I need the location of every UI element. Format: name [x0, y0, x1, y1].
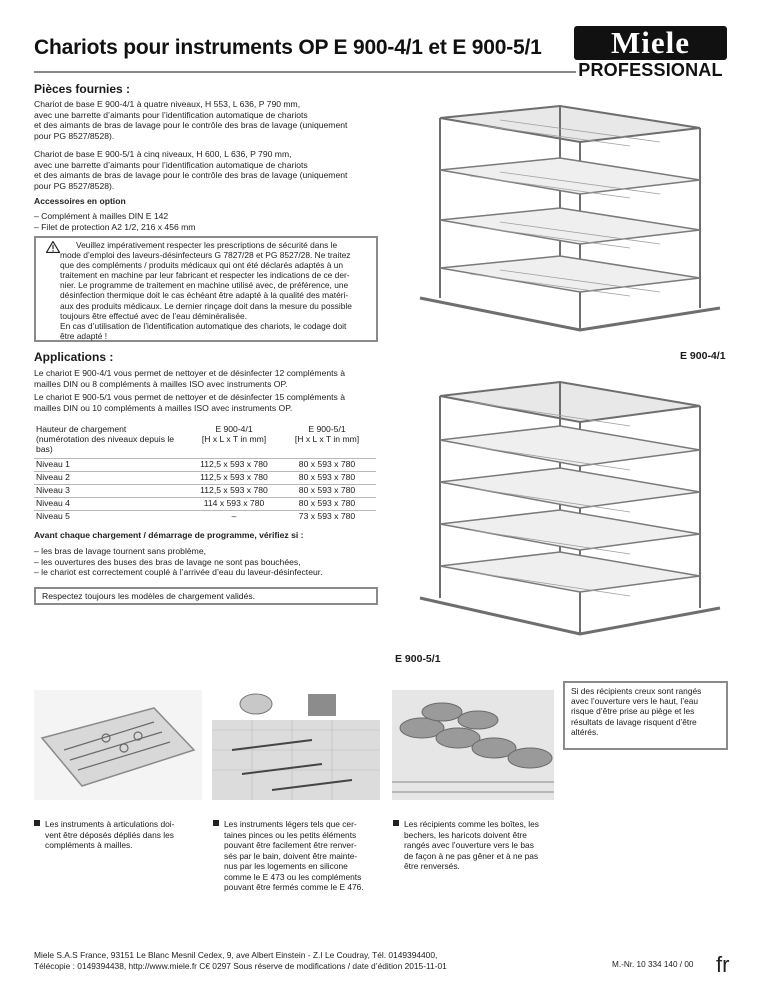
- text-line: bechers, les haricots doivent être: [404, 829, 527, 840]
- text-line: vent être déposés dépliés dans les: [45, 829, 174, 840]
- light-instruments-photo: [212, 690, 380, 800]
- table-cell: 112,5 x 593 x 780: [190, 484, 278, 497]
- caption-e900-4: E 900-4/1: [680, 350, 726, 362]
- loading-height-table: [34, 424, 376, 523]
- text-line: et des aimants de bras de lavage pour le contrôle des bras de lavage (uniquement: [34, 120, 348, 131]
- table-cell: 112,5 x 593 x 780: [190, 471, 278, 484]
- list-item: – le chariot est correctement couplé à l’arrivée d’eau du laveur-désinfecteur.: [34, 567, 323, 578]
- text-line: Les instruments à articulations doi-: [45, 819, 175, 829]
- cart-e900-5-image: [400, 372, 730, 642]
- text-line: Télécopie : 0149394438, http://www.miele.fr C€ 0297 Sous réserve de modifications / date d’édition 2015-11-01: [34, 960, 447, 971]
- text-line: Les instruments légers tels que cer-: [224, 819, 357, 829]
- text-line: Si des récipients creux sont rangés: [571, 686, 702, 696]
- text-line: et des aimants de bras de lavage pour le contrôle des bras de lavage (uniquement: [34, 170, 348, 181]
- table-cell: 80 x 593 x 780: [278, 484, 376, 497]
- text-line: (numérotation des niveaux depuis le: [36, 434, 175, 444]
- hollow-container-note: [563, 681, 728, 750]
- text-line: traitement en machine par leur fabricant et respecter les indications de ce der-: [60, 270, 350, 281]
- accessories-list: [34, 211, 195, 232]
- checks-list: [34, 546, 323, 578]
- text-line: nier. Le programme de traitement en machine utilisé avec, de préférence, une: [60, 280, 349, 291]
- text-line: rangés avec l’ouverture vers le bas: [404, 840, 534, 850]
- text-line: pouvant être facilement être renver-: [224, 840, 357, 850]
- language-code: fr: [716, 952, 730, 977]
- safety-warning-box: [34, 236, 378, 342]
- list-item: – Filet de protection A2 1/2, 216 x 456 mm: [34, 221, 196, 232]
- table-row: [34, 471, 376, 484]
- table-cell: 80 x 593 x 780: [278, 497, 376, 510]
- text-line: Hauteur de chargement: [36, 424, 127, 434]
- text-line: Le chariot E 900-5/1 vous permet de nettoyer et de désinfecter 15 compléments à: [34, 392, 345, 402]
- validated-loading-hint: Respectez toujours les modèles de chargement validés.: [34, 587, 378, 605]
- table-cell: Niveau 1: [34, 458, 190, 471]
- table-cell: Niveau 3: [34, 484, 190, 497]
- text-line: comme le E 473 ou les compléments: [224, 871, 362, 882]
- text-line: mailles DIN ou 8 compléments à mailles ISO avec instruments OP.: [34, 378, 288, 389]
- text-line: sés par le bain, doivent être mainte-: [224, 850, 358, 861]
- table-cell: 80 x 593 x 780: [278, 458, 376, 471]
- text-line: pour PG 8527/8528).: [34, 130, 115, 141]
- text-line: Chariot de base E 900-5/1 à cinq niveaux, H 600, L 636, P 790 mm,: [34, 149, 292, 159]
- text-line: En cas d’utilisation de l’identification automatique des chariots, le codage doit: [60, 320, 347, 331]
- text-line: [H x L x T in mm]: [201, 434, 267, 444]
- supplied-paragraph-1: [34, 99, 347, 141]
- table-cell: 114 x 593 x 780: [190, 497, 278, 510]
- list-item: – les bras de lavage tournent sans problème,: [34, 546, 206, 556]
- text-line: Les récipients comme les boîtes, les: [404, 819, 539, 829]
- table-cell: 112,5 x 593 x 780: [190, 458, 278, 471]
- bullet-light-instruments: [213, 819, 364, 893]
- text-line: désinfection thermique doit le cas échéant être adapté à la qualité des matéri-: [60, 290, 349, 301]
- text-line: altérés.: [571, 726, 599, 737]
- checks-heading: Avant chaque chargement / démarrage de programme, vérifiez si :: [34, 530, 304, 540]
- caption-e900-5: E 900-5/1: [395, 653, 441, 665]
- logo-subtext: PROFESSIONAL: [578, 60, 723, 80]
- supplied-paragraph-2: [34, 149, 347, 191]
- bullet-icon: [213, 820, 219, 826]
- accessories-heading: Accessoires en option: [34, 196, 126, 206]
- text-line: mailles DIN ou 10 compléments à mailles ISO avec instruments OP.: [34, 402, 293, 413]
- bullet-icon: [393, 820, 399, 826]
- table-header-cell: [278, 424, 376, 458]
- table-cell: 80 x 593 x 780: [278, 471, 376, 484]
- text-line: compléments à mailles.: [45, 840, 133, 850]
- text-line: taines pinces ou les petits éléments: [224, 829, 357, 840]
- page-title: Chariots pour instruments OP E 900-4/1 et E 900-5/1: [34, 36, 542, 59]
- text-line: avec l’ouverture vers le haut, l’eau: [571, 696, 699, 707]
- warning-triangle-icon: [46, 241, 60, 253]
- miele-logo: Miele: [574, 26, 727, 60]
- text-line: résultats de lavage risquent d’être: [571, 716, 697, 727]
- text-line: Chariot de base E 900-4/1 à quatre niveaux, H 553, L 636, P 790 mm,: [34, 99, 301, 109]
- text-line: risque d’être prise au piège et les: [571, 706, 695, 717]
- text-line: pour PG 8527/8528).: [34, 180, 115, 191]
- text-line: E 900-5/1: [308, 424, 346, 434]
- table-row: [34, 484, 376, 497]
- cart-e900-4-image: [400, 98, 730, 338]
- bullet-icon: [34, 820, 40, 826]
- text-line: être renversés.: [404, 861, 460, 871]
- text-line: être adapté !: [60, 330, 108, 341]
- text-line: avec une barrette d’aimants pour l’identification automatique de chariots: [34, 109, 308, 120]
- articulated-instruments-photo: [34, 690, 202, 800]
- text-line: que des compléments / produits médicaux qui ont été déclarés adaptés à un: [60, 260, 344, 271]
- text-line: E 900-4/1: [215, 424, 253, 434]
- table-cell: –: [190, 510, 278, 523]
- table-header-row: [34, 424, 376, 458]
- table-cell: Niveau 2: [34, 471, 190, 484]
- bullet-articulated-instruments: [34, 819, 174, 851]
- list-item: – Complément à mailles DIN E 142: [34, 211, 169, 221]
- table-header-cell: [190, 424, 278, 458]
- table-cell: 73 x 593 x 780: [278, 510, 376, 523]
- table-header-cell: [34, 424, 190, 458]
- table-row: [34, 458, 376, 471]
- text-line: aux des produits médicaux. Le dernier rinçage doit dans la mesure du possible: [60, 300, 352, 311]
- list-item: – les ouvertures des buses des bras de lavage ne sont pas bouchées,: [34, 556, 301, 567]
- containers-photo: [392, 690, 554, 800]
- text-line: bas): [36, 444, 53, 454]
- table-row: [34, 510, 376, 523]
- text-line: toujours être effectué avec de l’eau déminéralisée.: [60, 310, 248, 321]
- supplied-heading: Pièces fournies :: [34, 82, 131, 96]
- applications-heading: Applications :: [34, 350, 114, 364]
- table-cell: Niveau 4: [34, 497, 190, 510]
- text-line: avec une barrette d’aimants pour l’identification automatique de chariots: [34, 159, 308, 170]
- text-line: Veuillez impérativement respecter les prescriptions de sécurité dans le: [76, 240, 338, 250]
- document-number: M.-Nr. 10 334 140 / 00: [612, 960, 694, 969]
- text-line: nus par les logements en silicone: [224, 861, 348, 871]
- table-row: [34, 497, 376, 510]
- table-cell: Niveau 5: [34, 510, 190, 523]
- text-line: Le chariot E 900-4/1 vous permet de nettoyer et de désinfecter 12 compléments à: [34, 368, 345, 378]
- warning-text: [60, 240, 362, 341]
- applications-paragraph-1: [34, 368, 345, 389]
- applications-paragraph-2: [34, 392, 345, 413]
- text-line: mode d’emploi des laveurs-désinfecteurs G 7827/28 et PG 8527/28. Ne traitez: [60, 250, 351, 261]
- text-line: Miele S.A.S France, 93151 Le Blanc Mesnil Cedex, 9, ave Albert Einstein - Z.I Le Coudray, Tél. 0149394400,: [34, 950, 438, 960]
- text-line: [H x L x T in mm]: [294, 434, 360, 444]
- text-line: de façon à ne pas gêner et à ne pas: [404, 850, 539, 861]
- text-line: pouvant être fermés comme le E 476.: [224, 882, 364, 892]
- header-rule: [34, 71, 576, 73]
- bullet-containers: [393, 819, 539, 872]
- footer-address: [34, 950, 447, 971]
